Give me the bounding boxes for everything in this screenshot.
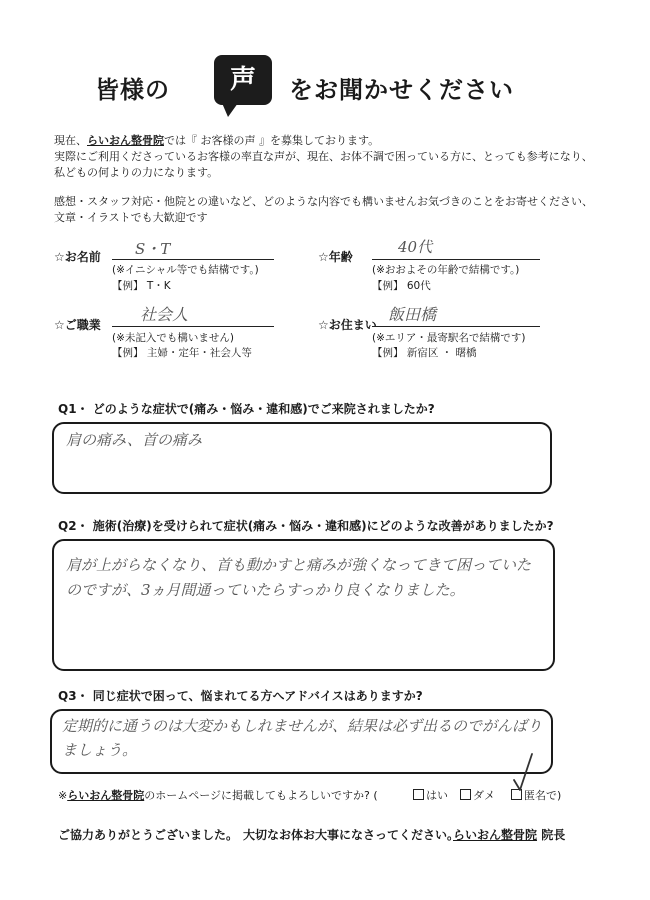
intro-line-4: 感想・スタッフ対応・他院との違いなど、どのような内容でも構いませんお気づきのことをお寄せください、: [54, 195, 593, 208]
answer-1-line-1: 肩の痛み、首の痛み: [66, 431, 202, 449]
clinic-name: らいおん整骨院: [87, 134, 164, 147]
director-title: 院長: [541, 828, 566, 842]
title-prefix: 皆様の: [95, 76, 170, 104]
intro-line-2: 実際にご利用くださっているお客様の率直な声が、現在、お体不調で困っている方に、とっても参考になり、: [54, 150, 593, 163]
title-suffix: をお聞かせください: [289, 76, 514, 104]
checkmark-icon: [512, 752, 534, 792]
job-example: 【例】 主婦・定年・社会人等: [112, 347, 252, 359]
footer-signature: [453, 826, 565, 843]
job-underline: [112, 326, 274, 327]
address-label: ☆お住まい: [318, 318, 377, 332]
intro-text: 現在、: [54, 134, 87, 147]
speech-bubble-tail: [222, 103, 238, 117]
intro-line-3: 私どもの何よりの力になります。: [54, 166, 219, 179]
voice-speech-bubble: 声: [214, 55, 272, 105]
age-value[interactable]: 40代: [398, 238, 433, 256]
name-label: ☆お名前: [54, 250, 101, 264]
address-example: 【例】 新宿区 ・ 曙橋: [372, 347, 477, 359]
answer-3-line-1: 定期的に通うのは大変かもしれませんが、結果は必ず出るのでがんばり: [62, 717, 543, 735]
address-value[interactable]: 飯田橋: [388, 305, 437, 324]
answer-2-line-2: のですが、3ヵ月間通っていたらすっかり良くなりました。: [66, 581, 465, 599]
option-no[interactable]: ダメ: [460, 787, 495, 803]
address-underline: [372, 326, 540, 327]
question-3: Q3・ 同じ症状で困って、悩まれてる方へアドバイスはありますか?: [58, 689, 423, 703]
name-value[interactable]: S・T: [135, 240, 171, 258]
job-label: ☆ご職業: [54, 318, 101, 332]
name-underline: [112, 259, 274, 260]
job-value[interactable]: 社会人: [140, 305, 189, 324]
checkbox-icon[interactable]: [413, 789, 424, 800]
clinic-name: らいおん整骨院: [453, 828, 538, 842]
age-example: 【例】 60代: [372, 280, 431, 292]
name-note: (※イニシャル等でも結構です。): [112, 264, 259, 276]
job-note: (※未記入でも構いません): [112, 332, 234, 344]
footer-message: 大切なお体お大事になさってください。: [243, 828, 460, 842]
permission-text: のホームページに掲載してもよろしいですか? (: [144, 789, 378, 802]
intro-text: では『 お客様の声 』を募集しております。: [164, 134, 380, 147]
age-underline: [372, 259, 540, 260]
intro-line-1: [54, 133, 379, 149]
option-yes[interactable]: はい: [413, 787, 448, 803]
age-note: (※おおよその年齢で結構です。): [372, 264, 520, 276]
name-example: 【例】 T・K: [112, 280, 171, 292]
clinic-name: らいおん整骨院: [67, 789, 145, 802]
option-anonymous[interactable]: 匿名で): [511, 787, 561, 803]
answer-2-line-1: 肩が上がらなくなり、首も動かすと痛みが強くなってきて困っていた: [66, 556, 532, 574]
question-2: Q2・ 施術(治療)を受けられて症状(痛み・悩み・違和感)にどのような改善がありましたか?: [58, 519, 554, 533]
intro-line-5: 文章・イラストでも大歓迎です: [54, 211, 208, 224]
footer-thanks: ご協力ありがとうございました。: [58, 828, 239, 842]
address-note: (※エリア・最寄駅名で結構です): [372, 332, 526, 344]
age-label: ☆年齢: [318, 250, 353, 264]
permission-question: ※らいおん整骨院のホームページに掲載してもよろしいですか? (: [58, 789, 378, 802]
checkbox-icon[interactable]: [460, 789, 471, 800]
answer-3-line-2: ましょう。: [62, 741, 138, 759]
question-1: Q1・ どのような症状で(痛み・悩み・違和感)でご来院されましたか?: [58, 402, 435, 416]
